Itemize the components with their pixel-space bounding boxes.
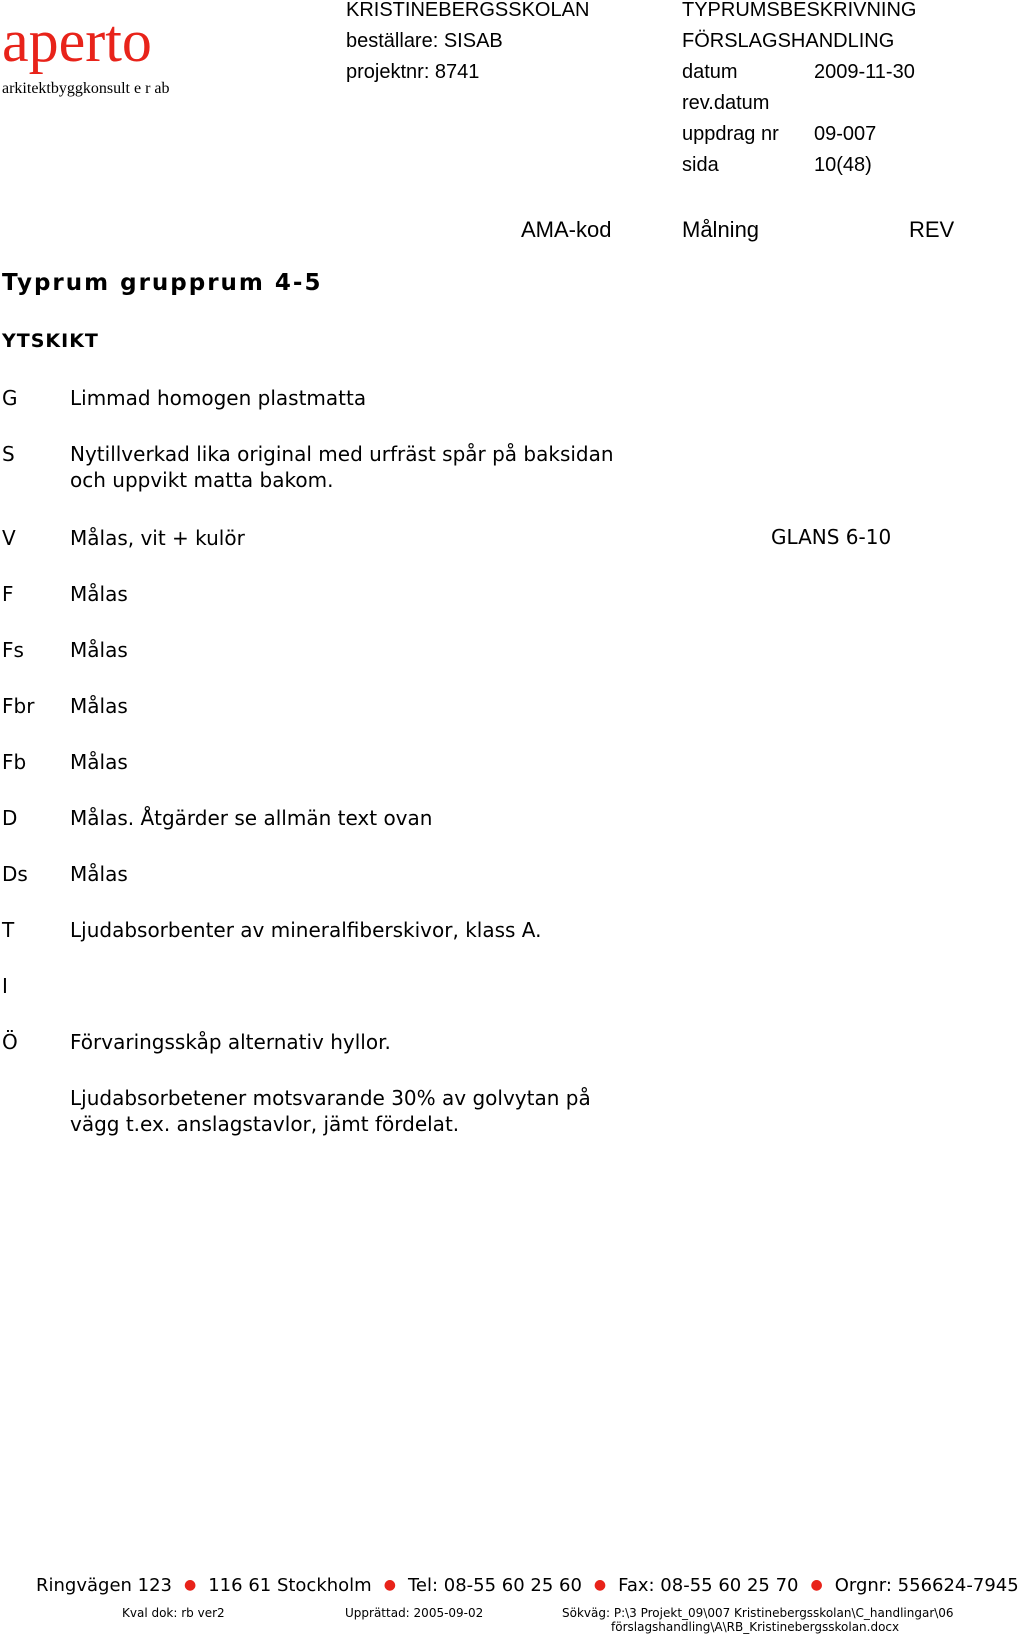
item-text: Ljudabsorbenter av mineralfiberskivor, klass A.: [70, 918, 542, 942]
item-text: Målas: [70, 638, 128, 662]
bullet-icon: ●: [810, 1577, 823, 1593]
column-painting: Målning: [682, 217, 760, 242]
footer-fax: Fax: 08-55 60 25 70: [618, 1575, 799, 1596]
document-stage: FÖRSLAGSHANDLING: [682, 30, 895, 52]
quality-document: Kval dok: rb ver2: [122, 1606, 225, 1620]
footer-orgnr: Orgnr: 556624-7945: [834, 1575, 1019, 1596]
column-ama-code: AMA-kod: [521, 217, 612, 242]
item-code: Ö: [2, 1030, 18, 1054]
client-name: beställare: SISAB: [346, 30, 503, 52]
file-path-line2: förslagshandling\A\RB_Kristinebergsskolan.docx: [611, 1620, 900, 1634]
page-value: 10(48): [814, 154, 872, 176]
item-text: Ljudabsorbetener motsvarande 30% av golvytan på vägg t.ex. anslagstavlor, jämt fördelat.: [70, 1086, 591, 1136]
revision-date-label: rev.datum: [682, 92, 770, 114]
item-code: Fb: [2, 750, 27, 774]
item-text: Målas: [70, 582, 128, 606]
bullet-icon: ●: [593, 1577, 607, 1593]
company-logo: aperto: [2, 8, 152, 74]
company-logo-subtitle: arkitektbyggkonsult e r ab: [2, 80, 170, 97]
item-text: Målas, vit + kulör: [70, 526, 245, 550]
created-date: Upprättad: 2005-09-02: [345, 1606, 484, 1620]
item-code: Fs: [2, 638, 24, 662]
item-text: Målas. Åtgärder se allmän text ovan: [70, 806, 433, 830]
item-text: Målas: [70, 694, 128, 718]
item-code: S: [2, 442, 15, 466]
document-type: TYPRUMSBESKRIVNING: [682, 0, 917, 21]
assignment-number-value: 09-007: [814, 123, 877, 145]
bullet-icon: ●: [184, 1577, 197, 1593]
school-name: KRISTINEBERGSSKOLAN: [346, 0, 590, 21]
date-value: 2009-11-30: [814, 61, 915, 83]
item-code: T: [2, 918, 15, 942]
page-label: sida: [682, 154, 719, 176]
item-code: G: [2, 386, 18, 410]
item-code: I: [2, 974, 8, 998]
item-code: Fbr: [2, 694, 35, 718]
item-code: V: [2, 526, 16, 550]
item-text: Målas: [70, 862, 128, 886]
item-text: Målas: [70, 750, 128, 774]
section-title: YTSKIKT: [2, 330, 99, 352]
column-revision: REV: [909, 217, 955, 242]
assignment-number-label: uppdrag nr: [682, 123, 779, 145]
item-text: Limmad homogen plastmatta: [70, 386, 367, 410]
footer-city: 116 61 Stockholm: [208, 1575, 372, 1596]
item-note: GLANS 6-10: [771, 525, 892, 549]
item-code: Ds: [2, 862, 28, 886]
item-text: Nytillverkad lika original med urfräst spår på baksidan och uppvikt matta bakom.: [70, 442, 614, 492]
date-label: datum: [682, 61, 738, 83]
item-text: Förvaringsskåp alternativ hyllor.: [70, 1030, 391, 1054]
file-path-line1: Sökväg: P:\3 Projekt_09\007 Kristinebergsskolan\C_handlingar\06: [562, 1606, 954, 1620]
footer-contact: [36, 1575, 1019, 1596]
bullet-icon: ●: [383, 1577, 396, 1593]
item-code: F: [2, 582, 14, 606]
footer-phone: Tel: 08-55 60 25 60: [407, 1575, 582, 1596]
project-number: projektnr: 8741: [346, 61, 480, 83]
item-code: D: [2, 806, 18, 830]
room-title: Typrum grupprum 4-5: [2, 270, 323, 296]
footer-address: Ringvägen 123: [36, 1575, 173, 1596]
